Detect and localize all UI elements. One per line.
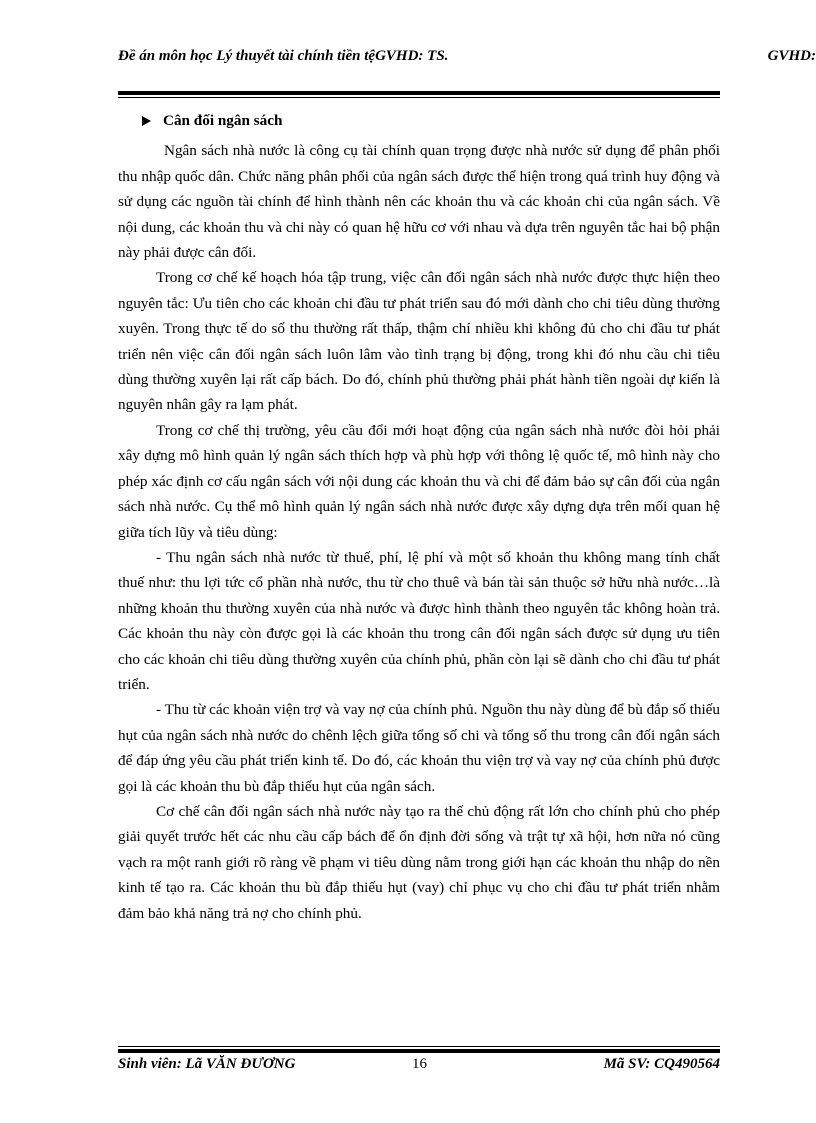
header-rule-thin [118, 97, 720, 98]
page-footer [118, 1056, 720, 1078]
paragraph: Trong cơ chế kế hoạch hóa tập trung, việc cân đối ngân sách nhà nước được thực hiện theo nguyên tắc: Ưu tiên cho các khoản chi đầu tư phát triển sau đó mới dành cho chi tiêu dùng thường xuyên. Trong thực tế do số thu thường rất thấp, thậm chí nhiều khi không đủ cho chi đầu tư phát triển nên việc cân đối ngân sách luôn lâm vào tình trạng bị động, trong khi đó nhu cầu chi tiêu dùng thường xuyên lại rất cấp bách. Do đó, chính phủ thường phải phát hành tiền ngoài dự kiến là nguyên nhân gây ra lạm phát. [118, 269, 720, 414]
paragraph: - Thu ngân sách nhà nước từ thuế, phí, lệ phí và một số khoản thu không mang tính chất thuế như: thu lợi tức cổ phần nhà nước, thu từ cho thuê và bán tài sản thuộc sở hữu nhà nước…là những khoản thu thường xuyên của nhà nước và được hình thành theo nguyên tắc không hoàn trả. Các khoản thu này còn được gọi là các khoản thu trong cân đối ngân sách được sử dụng ưu tiên cho các khoản chi tiêu dùng thường xuyên của chính phủ, phần còn lại sẽ dành cho chi đầu tư phát triển. [118, 548, 720, 693]
section-heading [142, 108, 720, 133]
section-title: Cân đối ngân sách [163, 112, 283, 129]
page-body [118, 108, 720, 926]
page-number: 16 [412, 1056, 427, 1072]
header-advisor: GVHD: [767, 48, 816, 64]
arrow-bullet-icon [142, 116, 151, 126]
paragraph: Trong cơ chế thị trường, yêu cầu đổi mới hoạt động của ngân sách nhà nước đòi hỏi phải xây dựng mô hình quản lý ngân sách thích hợp và phù hợp với thông lệ quốc tế, mô hình này cho phép xác định cơ cấu ngân sách với nội dung các khoản thu và chi để đảm bảo sự cân đối của ngân sách nhà nước. Cụ thể mô hình quản lý ngân sách nhà nước được xây dựng dựa trên mối quan hệ giữa tích lũy và tiêu dùng: [118, 421, 720, 541]
paragraph: Ngân sách nhà nước là công cụ tài chính quan trọng được nhà nước sử dụng để phân phối thu nhập quốc dân. Chức năng phân phối của ngân sách được thể hiện trong quá trình huy động và sử dụng các nguồn tài chính để hình thành nên các khoản thu và các khoản chi của ngân sách. Về nội dung, các khoản thu và chi này có quan hệ hữu cơ với nhau và dựa trên nguyên tắc hai bộ phận này phải được cân đối. [118, 142, 720, 262]
header-rule-thick [118, 91, 720, 95]
footer-rule-thick [118, 1049, 720, 1053]
page-header [118, 48, 816, 72]
footer-rule-thin [118, 1046, 720, 1047]
paragraph: - Thu từ các khoản viện trợ và vay nợ của chính phủ. Nguồn thu này dùng để bù đắp số thiếu hụt của ngân sách nhà nước do chênh lệch giữa tổng số chi và tổng số thu trong cân đối ngân sách để đáp ứng yêu cầu phát triển kinh tế. Do đó, các khoản thu viện trợ và vay nợ của chính phủ được gọi là các khoản thu bù đắp thiếu hụt của ngân sách. [118, 701, 720, 795]
footer-student-name: Sinh viên: Lã VĂN ĐƯƠNG [118, 1056, 296, 1072]
paragraph: Cơ chế cân đối ngân sách nhà nước này tạo ra thế chủ động rất lớn cho chính phủ cho phép giải quyết trước hết các nhu cầu cấp bách để ổn định đời sống và trật tự xã hội, hơn nữa nó cũng vạch ra một ranh giới rõ ràng về phạm vi tiêu dùng nằm trong giới hạn các khoản thu nhập do nền kinh tế tạo ra. Các khoản thu bù đắp thiếu hụt (vay) chỉ phục vụ cho chi đầu tư phát triển nhằm đảm bảo khả năng trả nợ cho chính phủ. [118, 802, 720, 922]
header-title: Đề án môn học Lý thuyết tài chính tiền tệGVHD: TS. [118, 48, 449, 64]
footer-student-id: Mã SV: CQ490564 [603, 1056, 720, 1072]
